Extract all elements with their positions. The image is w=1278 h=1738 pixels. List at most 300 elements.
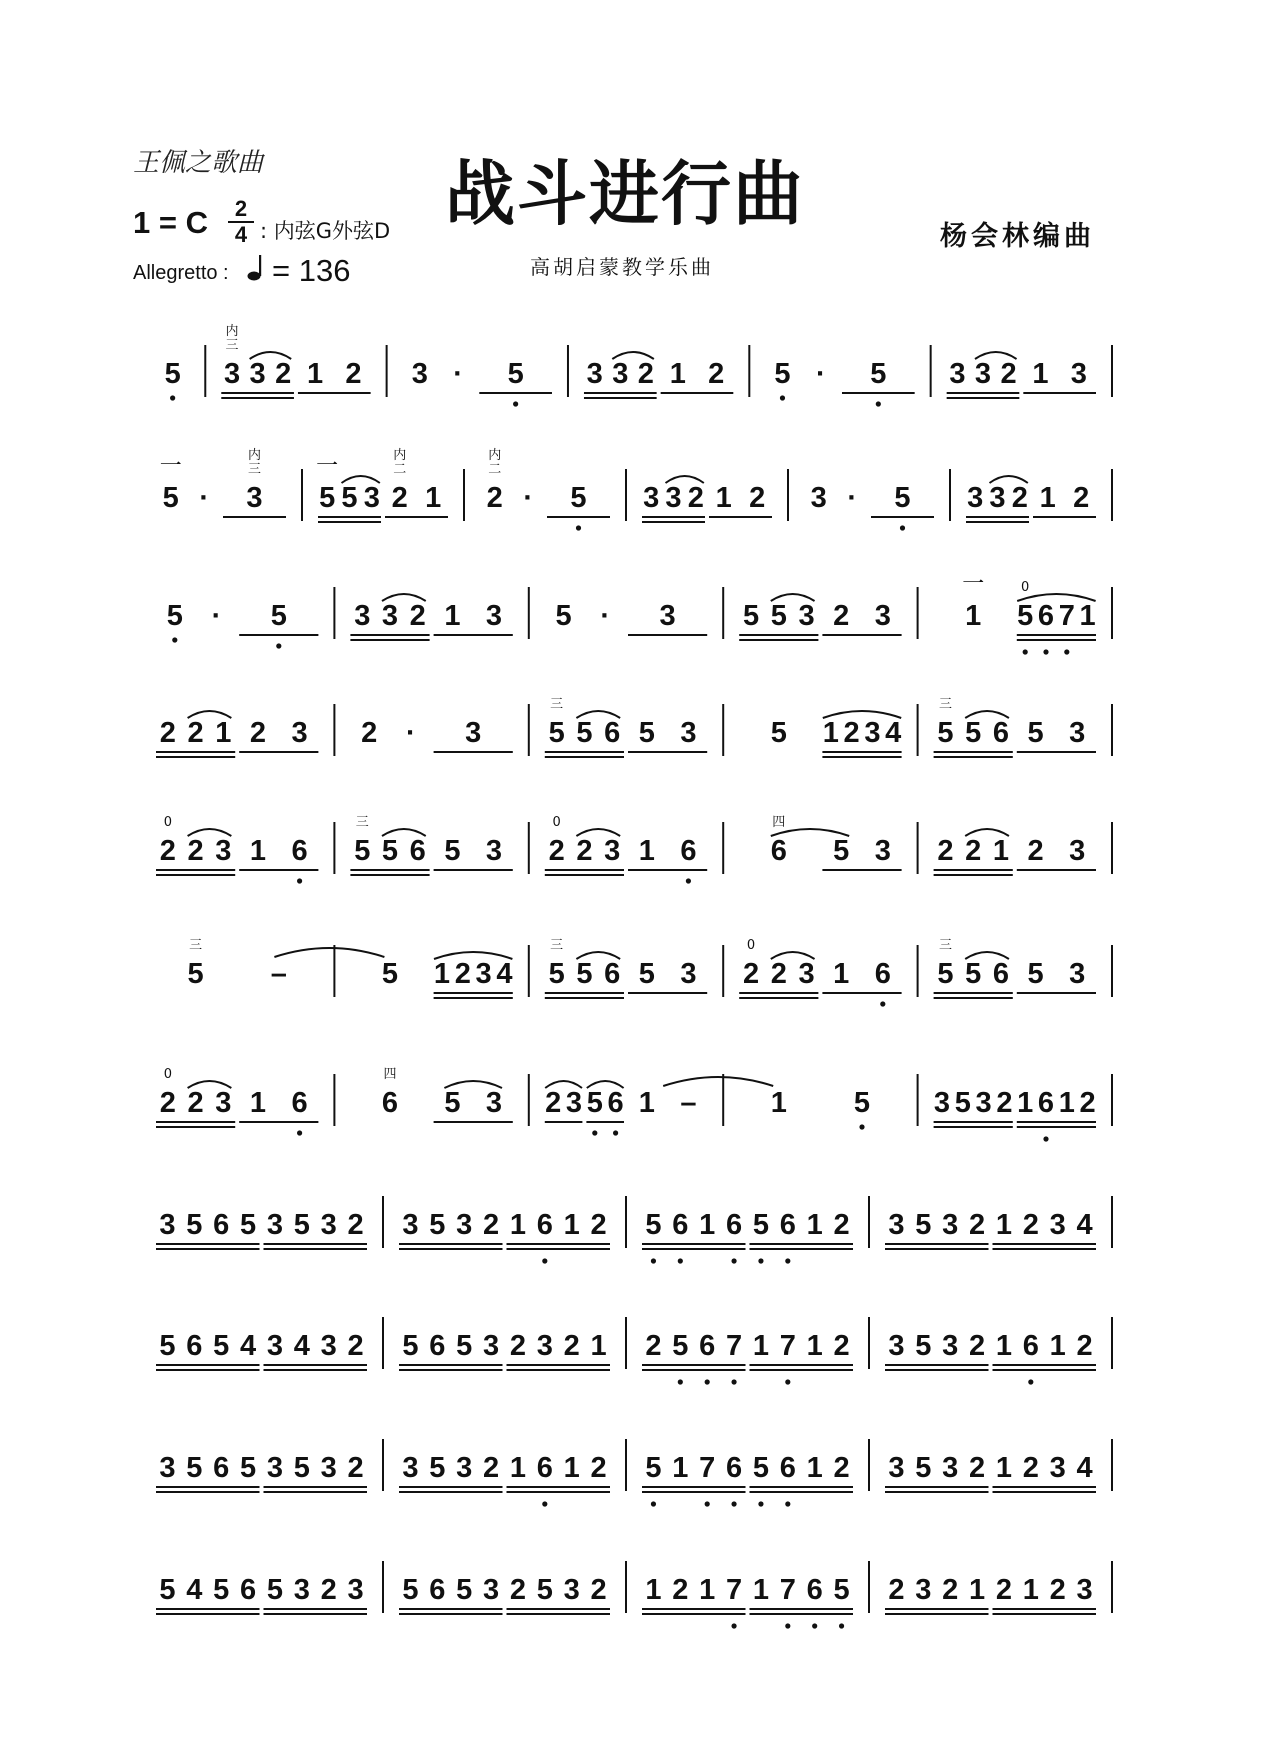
- low-dot: [785, 1623, 790, 1628]
- note: 3: [354, 600, 371, 632]
- note: 5: [638, 958, 655, 990]
- note: 6: [992, 717, 1010, 749]
- note: 5: [507, 358, 524, 390]
- note: 2: [968, 1452, 986, 1484]
- note: 1: [509, 1452, 527, 1484]
- note: 1: [833, 958, 850, 990]
- note: 3: [465, 717, 482, 749]
- note: 1: [249, 1087, 267, 1119]
- low-dot: [859, 1124, 864, 1129]
- note: 1: [509, 1209, 527, 1241]
- time-signature-top: 2: [234, 196, 248, 221]
- note: 3: [363, 482, 380, 514]
- note: 6: [725, 1209, 743, 1241]
- aug-dot: ·: [847, 482, 858, 514]
- string-mark: 内: [247, 448, 262, 463]
- note: 5: [548, 717, 565, 749]
- low-dot: [731, 1623, 736, 1628]
- note: 1: [638, 1087, 655, 1119]
- note: 5: [381, 835, 399, 867]
- note: 3: [320, 1209, 337, 1241]
- note: 1: [1039, 482, 1056, 514]
- low-dot: [1043, 649, 1048, 654]
- tempo-value: = 136: [272, 253, 351, 288]
- note: 5: [164, 358, 181, 390]
- note: 5: [774, 358, 791, 390]
- note: 2: [937, 835, 954, 867]
- note: 3: [249, 358, 266, 390]
- note: 6: [699, 1330, 716, 1362]
- note: 5: [239, 1209, 257, 1241]
- note: 3: [1070, 358, 1087, 390]
- note: 5: [937, 958, 954, 990]
- note: 4: [1076, 1209, 1093, 1241]
- note: 3: [874, 600, 891, 632]
- note: 6: [213, 1209, 230, 1241]
- low-dot: [812, 1623, 817, 1628]
- note: 3: [888, 1330, 905, 1362]
- note: 2: [563, 1330, 580, 1362]
- note: 5: [915, 1330, 932, 1362]
- note: 3: [942, 1452, 959, 1484]
- note: 3: [223, 358, 241, 390]
- note: 1: [1049, 1330, 1066, 1362]
- note: 3: [612, 358, 629, 390]
- note: 5: [937, 717, 954, 749]
- note: 3: [565, 1087, 583, 1119]
- note: 5: [456, 1330, 473, 1362]
- note: 4: [186, 1574, 203, 1606]
- note: 6: [186, 1330, 203, 1362]
- note: 1: [1032, 358, 1049, 390]
- note: 3: [215, 1087, 232, 1119]
- note: 5: [293, 1452, 310, 1484]
- note: 1: [433, 958, 451, 990]
- note: 5: [742, 600, 760, 632]
- note: 5: [213, 1574, 230, 1606]
- time-signature-bottom: 4: [234, 222, 248, 247]
- note: 5: [870, 358, 887, 390]
- note: 2: [361, 717, 378, 749]
- note: 6: [770, 835, 787, 867]
- note: 3: [643, 482, 660, 514]
- position-mark: 一: [159, 453, 182, 478]
- note: 5: [266, 1574, 284, 1606]
- note: 3: [798, 958, 815, 990]
- low-dot: [542, 1258, 547, 1263]
- note: 1: [752, 1330, 770, 1362]
- note: 2: [1000, 358, 1017, 390]
- note: 3: [246, 482, 263, 514]
- note: 5: [548, 958, 565, 990]
- note: 5: [159, 1330, 176, 1362]
- note: 2: [159, 835, 176, 867]
- note: 2: [1079, 1087, 1096, 1119]
- key-signature: 1 = C: [133, 205, 208, 240]
- note: 3: [293, 1574, 310, 1606]
- note: 3: [266, 1452, 284, 1484]
- note: 6: [992, 958, 1010, 990]
- note: 5: [186, 1452, 203, 1484]
- low-dot: [172, 637, 177, 642]
- low-dot: [276, 643, 281, 648]
- low-dot: [731, 1379, 736, 1384]
- note: 3: [266, 1330, 284, 1362]
- note: 3: [563, 1574, 580, 1606]
- note: 6: [291, 1087, 308, 1119]
- note: 1: [770, 1087, 787, 1119]
- low-dot: [170, 395, 175, 400]
- note: 3: [485, 835, 503, 867]
- note: 2: [888, 1574, 905, 1606]
- note: 3: [967, 482, 984, 514]
- note: 1: [699, 1574, 716, 1606]
- note: 3: [798, 600, 815, 632]
- note: 3: [989, 482, 1006, 514]
- note: 2: [409, 600, 426, 632]
- low-dot: [780, 395, 785, 400]
- note: 2: [995, 1574, 1013, 1606]
- note: 2: [1073, 482, 1090, 514]
- position-mark: 一: [962, 571, 985, 596]
- note: 5: [570, 482, 587, 514]
- note: 3: [975, 1087, 992, 1119]
- note: 1: [1017, 1087, 1034, 1119]
- position-mark: 二: [488, 462, 502, 477]
- note: 6: [381, 1087, 399, 1119]
- note: 2: [965, 835, 982, 867]
- note: 5: [402, 1574, 419, 1606]
- low-dot: [297, 878, 302, 883]
- note: 5: [159, 1574, 176, 1606]
- note: 2: [770, 958, 787, 990]
- string-mark: 内: [225, 324, 239, 339]
- position-mark: 三: [225, 338, 239, 353]
- note: 3: [1069, 958, 1086, 990]
- low-dot: [613, 1130, 618, 1135]
- aug-dot: ·: [815, 358, 826, 390]
- note: 5: [293, 1209, 310, 1241]
- note: 5: [381, 958, 399, 990]
- note: 1: [215, 717, 232, 749]
- note: 2: [645, 1330, 662, 1362]
- note: 3: [320, 1452, 337, 1484]
- note: 3: [942, 1330, 959, 1362]
- position-mark: 0: [552, 815, 561, 830]
- note: 6: [607, 1087, 624, 1119]
- note: 5: [638, 717, 655, 749]
- note: 2: [942, 1574, 959, 1606]
- subtitle: 高胡启蒙教学乐曲: [530, 255, 714, 279]
- note: 7: [779, 1330, 796, 1362]
- note: 1: [444, 600, 461, 632]
- note: 2: [833, 1209, 850, 1241]
- low-dot: [880, 1001, 885, 1006]
- low-dot: [686, 878, 691, 883]
- note: 3: [933, 1087, 951, 1119]
- note: 2: [320, 1574, 337, 1606]
- note: 2: [833, 1330, 850, 1362]
- note: 3: [536, 1330, 553, 1362]
- note: 5: [187, 958, 204, 990]
- note: 1: [715, 482, 732, 514]
- low-dot: [758, 1258, 763, 1263]
- note: 5: [915, 1209, 932, 1241]
- note: 2: [1076, 1330, 1093, 1362]
- tie: [274, 948, 384, 957]
- note: 3: [1076, 1574, 1093, 1606]
- note: 2: [486, 482, 503, 514]
- note: 5: [341, 482, 358, 514]
- note: 3: [485, 1087, 503, 1119]
- note: 7: [725, 1330, 743, 1362]
- note: 6: [429, 1574, 446, 1606]
- note: 1: [806, 1330, 823, 1362]
- note: 6: [213, 1452, 230, 1484]
- note: 3: [680, 958, 697, 990]
- note: 7: [699, 1452, 716, 1484]
- note: 2: [509, 1330, 527, 1362]
- note: 5: [270, 600, 287, 632]
- position-mark: 三: [247, 462, 262, 477]
- low-dot: [1064, 649, 1069, 654]
- note: 5: [672, 1330, 689, 1362]
- note: 2: [1022, 1209, 1039, 1241]
- note: 1: [563, 1452, 580, 1484]
- note: 1: [645, 1574, 662, 1606]
- note: 1: [1079, 600, 1096, 632]
- note: 6: [429, 1330, 446, 1362]
- string-tuning: : 内弦G外弦D: [260, 219, 391, 243]
- note: 6: [604, 717, 621, 749]
- low-dot: [678, 1258, 683, 1263]
- tempo-label: Allegretto :: [133, 262, 229, 284]
- low-dot: [542, 1501, 547, 1506]
- note: 3: [974, 358, 992, 390]
- note: 3: [456, 1452, 473, 1484]
- note: 3: [1069, 835, 1086, 867]
- note: 2: [1022, 1452, 1039, 1484]
- note: 3: [1049, 1452, 1066, 1484]
- low-dot: [876, 401, 881, 406]
- note: 5: [444, 835, 461, 867]
- note: 5: [402, 1330, 419, 1362]
- note: 3: [159, 1209, 176, 1241]
- position-mark: 三: [938, 938, 952, 953]
- note: 6: [680, 835, 697, 867]
- note: 1: [638, 835, 655, 867]
- note: 2: [509, 1574, 527, 1606]
- note: 2: [482, 1452, 500, 1484]
- note: 2: [482, 1209, 500, 1241]
- position-mark: 0: [746, 938, 756, 953]
- note: 5: [1017, 600, 1034, 632]
- note: 5: [833, 835, 850, 867]
- low-dot: [576, 525, 581, 530]
- note: 6: [1037, 600, 1055, 632]
- note: 1: [965, 600, 982, 632]
- note: 2: [159, 717, 176, 749]
- note: 5: [965, 717, 982, 749]
- note: 5: [586, 1087, 603, 1119]
- note: 2: [590, 1209, 607, 1241]
- page-title: 战斗进行曲: [445, 153, 805, 235]
- low-dot: [731, 1501, 736, 1506]
- note: 2: [687, 482, 704, 514]
- note: 5: [162, 482, 179, 514]
- note: 5: [645, 1209, 662, 1241]
- note: 2: [708, 358, 725, 390]
- note: 1: [1022, 1574, 1039, 1606]
- position-mark: 三: [938, 697, 952, 712]
- low-dot: [705, 1379, 710, 1384]
- note: 4: [1076, 1452, 1093, 1484]
- low-dot: [592, 1130, 597, 1135]
- string-mark: 内: [488, 448, 502, 463]
- note: 2: [968, 1330, 986, 1362]
- note: 5: [894, 482, 911, 514]
- note: 2: [833, 1452, 850, 1484]
- position-mark: 四: [772, 815, 786, 830]
- note: 6: [725, 1452, 743, 1484]
- note: 3: [680, 717, 697, 749]
- note: 3: [665, 482, 682, 514]
- low-dot: [651, 1258, 656, 1263]
- composer: 杨会林编曲: [940, 221, 1095, 252]
- position-mark: 0: [163, 1067, 173, 1082]
- note: 1: [563, 1209, 580, 1241]
- position-mark: 一: [316, 453, 339, 478]
- note: 2: [576, 835, 593, 867]
- note: 1: [249, 835, 267, 867]
- note: 2: [843, 717, 860, 749]
- dash: –: [680, 1087, 697, 1119]
- note: 2: [347, 1330, 364, 1362]
- note: 5: [576, 958, 593, 990]
- low-dot: [678, 1379, 683, 1384]
- note: 3: [475, 958, 492, 990]
- note: 5: [536, 1574, 553, 1606]
- low-dot: [758, 1501, 763, 1506]
- note: 4: [496, 958, 513, 990]
- note: 3: [915, 1574, 932, 1606]
- note: 5: [853, 1087, 871, 1119]
- aug-dot: ·: [199, 482, 210, 514]
- note: 5: [770, 717, 787, 749]
- note: 6: [409, 835, 426, 867]
- note: 2: [187, 835, 204, 867]
- note: 5: [456, 1574, 473, 1606]
- note: 2: [275, 358, 292, 390]
- note: 2: [590, 1452, 607, 1484]
- position-mark: 四: [383, 1067, 397, 1082]
- note: 1: [995, 1452, 1013, 1484]
- note: 3: [659, 600, 676, 632]
- note: 5: [444, 1087, 461, 1119]
- note: 6: [1037, 1087, 1055, 1119]
- position-mark: 三: [550, 938, 564, 953]
- note: 2: [1049, 1574, 1066, 1606]
- position-mark: 二: [393, 462, 407, 477]
- note: 5: [166, 600, 183, 632]
- note: 3: [1069, 717, 1086, 749]
- note: 2: [749, 482, 766, 514]
- low-dot: [785, 1258, 790, 1263]
- note: 1: [752, 1574, 770, 1606]
- note: 3: [586, 358, 603, 390]
- note: 6: [239, 1574, 257, 1606]
- note: 6: [672, 1209, 689, 1241]
- note: 2: [187, 1087, 204, 1119]
- low-dot: [1028, 1379, 1033, 1384]
- low-dot: [1043, 1136, 1048, 1141]
- note: 5: [319, 482, 336, 514]
- note: 1: [672, 1452, 689, 1484]
- note: 3: [942, 1209, 959, 1241]
- note: 5: [429, 1209, 446, 1241]
- note: 6: [806, 1574, 823, 1606]
- low-dot: [1023, 649, 1028, 654]
- note: 3: [485, 600, 503, 632]
- note: 1: [669, 358, 686, 390]
- note: 5: [770, 600, 787, 632]
- note: 1: [806, 1209, 823, 1241]
- note: 7: [779, 1574, 796, 1606]
- note: 2: [159, 1087, 176, 1119]
- note: 5: [965, 958, 982, 990]
- note: 2: [968, 1209, 986, 1241]
- note: 2: [1027, 835, 1044, 867]
- note: 2: [590, 1574, 607, 1606]
- note: 3: [402, 1452, 419, 1484]
- note: 1: [425, 482, 442, 514]
- note: 5: [954, 1087, 971, 1119]
- note: 5: [1027, 717, 1044, 749]
- note: 3: [864, 717, 881, 749]
- note: 5: [429, 1452, 446, 1484]
- low-dot: [297, 1130, 302, 1135]
- note: 3: [159, 1452, 176, 1484]
- note: 1: [968, 1574, 986, 1606]
- note: 6: [536, 1209, 553, 1241]
- note: 3: [381, 600, 399, 632]
- note: 5: [555, 600, 572, 632]
- note: 5: [915, 1452, 932, 1484]
- note: 4: [885, 717, 902, 749]
- source-note: 王佩之歌曲: [133, 148, 264, 178]
- low-dot: [900, 525, 905, 530]
- note: 2: [249, 717, 267, 749]
- note: 5: [1027, 958, 1044, 990]
- note: 2: [545, 1087, 562, 1119]
- note: 2: [996, 1087, 1013, 1119]
- note: 1: [590, 1330, 607, 1362]
- tie: [663, 1077, 773, 1086]
- note: 2: [1011, 482, 1028, 514]
- aug-dot: ·: [453, 358, 463, 390]
- note: 3: [402, 1209, 419, 1241]
- note: 3: [888, 1209, 905, 1241]
- note: 1: [699, 1209, 716, 1241]
- note: 2: [833, 600, 850, 632]
- note: 5: [752, 1209, 770, 1241]
- note: 1: [995, 1209, 1013, 1241]
- note: 3: [482, 1574, 500, 1606]
- low-dot: [705, 1501, 710, 1506]
- note: 2: [672, 1574, 689, 1606]
- position-mark: 0: [163, 815, 173, 830]
- low-dot: [839, 1623, 844, 1628]
